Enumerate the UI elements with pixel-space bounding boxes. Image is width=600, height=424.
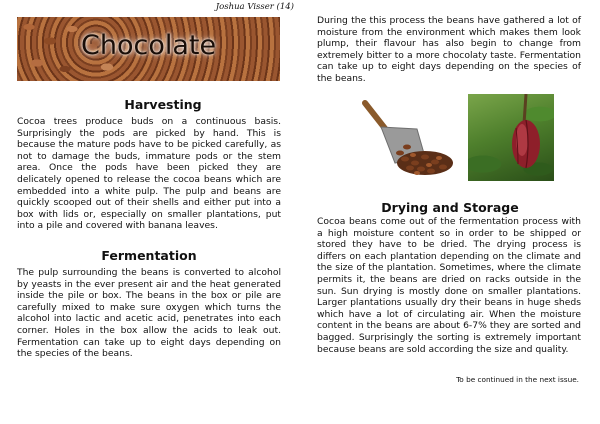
heading-harvesting: Harvesting (124, 97, 202, 112)
cocoa-pod-illustration (468, 94, 554, 181)
heading-drying-storage: Drying and Storage (381, 200, 519, 215)
heading-fermentation: Fermentation (101, 248, 197, 263)
paragraph-fermentation-continued: During the this process the beans have gathered a lot of moisture from the environment which makes them look plump, their flavour has also begin to change from extremely bitter to a more chocolaty taste. Fermentation can take up to eight days depending on the species of the beans. (317, 15, 581, 84)
paragraph-fermentation: The pulp surrounding the beans is converted to alcohol by yeasts in the ever present air and the heat generated inside the pile or box. The beans in the box or pile are carefully mixed to make sure oxygen which turns the alcohol into lactic and acetic acid, penetrates into each corner. Holes in the box allow the acids to leak out. Fermentation can take up to eight days depending on the species of the beans. (17, 267, 281, 360)
author-byline: Joshua Visser (14) (215, 2, 294, 12)
cocoa-beans-banner (17, 17, 280, 81)
cocoa-pod-image (468, 94, 554, 181)
page-title: Chocolate (81, 30, 217, 61)
scoop-illustration (355, 97, 455, 183)
paragraph-drying-storage: Cocoa beans come out of the fermentation process with a high moisture content so in order to be shipped or stored they have to be dried. The drying process is differs on each plantation depending on the climate and the size of the plantation. Sometimes, where the climate permits it, the beans are dried on racks outside in the sun. Sun drying is mostly done on smaller plantations. Larger plantations usually dry their beans in huge sheds which have a lot of circulating air. When the moisture content in the beans are about 6-7% they are sorted and bagged. Surprisingly the sorting is extremely important because beans are sold according the size and quality. (317, 216, 581, 355)
continued-note: To be continued in the next issue. (456, 375, 579, 384)
scoop-beans-image (355, 97, 455, 183)
paragraph-harvesting: Cocoa trees produce buds on a continuous basis. Surprisingly the pods are picked by hand. This is because the mature pods have to be picked carefully, as not to damage the buds, immature pods or the stem area. Once the pods have been picked they are delicately opened to release the cocoa beans which are embedded into a white pulp. The pulp and beans are quickly scooped out of their shells and either put into a box with lids or, especially on smaller plantations, put into a pile and covered with banana leaves. (17, 116, 281, 232)
